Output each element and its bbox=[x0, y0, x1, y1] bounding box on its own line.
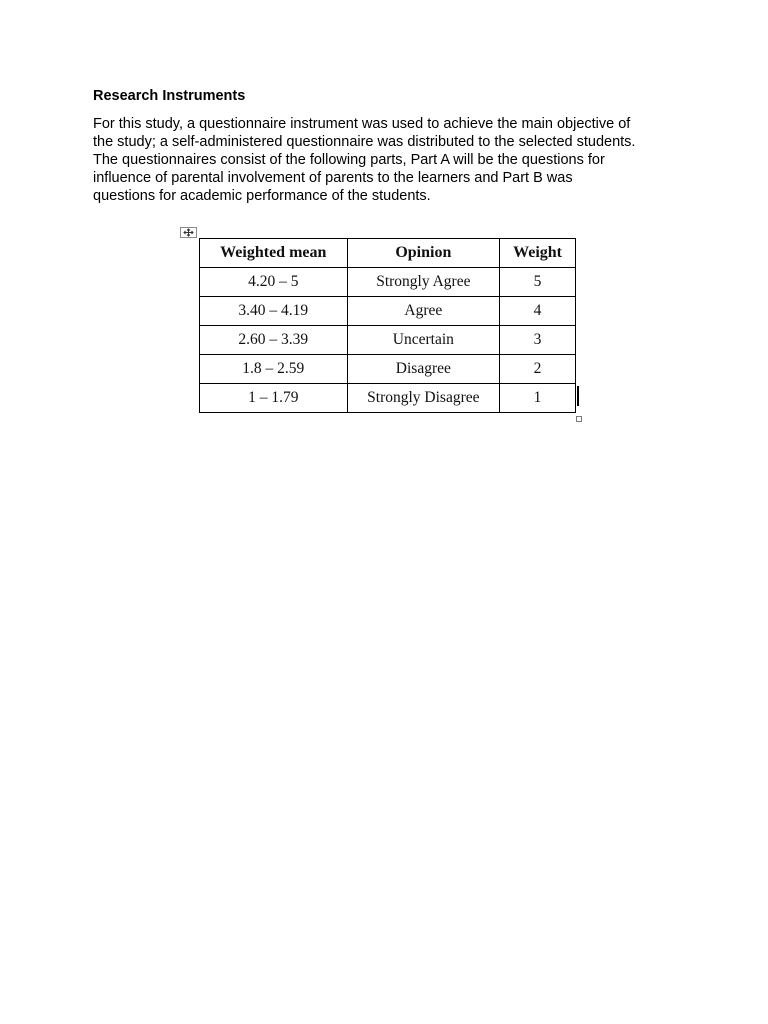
paragraph-line: the study; a self-administered questionnaire was distributed to the selected students. bbox=[93, 134, 636, 150]
opinion-cell: Uncertain bbox=[347, 326, 500, 355]
resize-handle-icon[interactable] bbox=[576, 416, 582, 422]
paragraph-line: influence of parental involvement of parents to the learners and Part B was bbox=[93, 170, 573, 186]
weight-cell: 1 bbox=[500, 384, 576, 413]
table-move-handle[interactable] bbox=[180, 227, 197, 238]
table-row bbox=[200, 268, 576, 297]
weight-cell: 3 bbox=[500, 326, 576, 355]
section-heading: Research Instruments bbox=[93, 88, 246, 104]
paragraph-line: The questionnaires consist of the following parts, Part A will be the questions for bbox=[93, 152, 605, 168]
opinion-cell: Strongly Disagree bbox=[347, 384, 500, 413]
body-paragraph bbox=[93, 115, 683, 205]
weighted-mean-cell: 1 – 1.79 bbox=[200, 384, 348, 413]
table-row bbox=[200, 355, 576, 384]
table-row bbox=[200, 326, 576, 355]
weight-cell: 5 bbox=[500, 268, 576, 297]
paragraph-line: For this study, a questionnaire instrument was used to achieve the main objective of bbox=[93, 116, 631, 132]
likert-scale-table bbox=[199, 238, 576, 413]
header-weighted-mean: Weighted mean bbox=[200, 239, 348, 268]
weighted-mean-cell: 3.40 – 4.19 bbox=[200, 297, 348, 326]
header-weight: Weight bbox=[500, 239, 576, 268]
table-header-row bbox=[200, 239, 576, 268]
weight-cell: 2 bbox=[500, 355, 576, 384]
weighted-mean-cell: 4.20 – 5 bbox=[200, 268, 348, 297]
opinion-cell: Disagree bbox=[347, 355, 500, 384]
weighted-mean-cell: 1.8 – 2.59 bbox=[200, 355, 348, 384]
move-arrows-icon bbox=[181, 228, 196, 237]
opinion-cell: Agree bbox=[347, 297, 500, 326]
weighted-mean-cell: 2.60 – 3.39 bbox=[200, 326, 348, 355]
table-row bbox=[200, 384, 576, 413]
weight-cell: 4 bbox=[500, 297, 576, 326]
opinion-cell: Strongly Agree bbox=[347, 268, 500, 297]
header-opinion: Opinion bbox=[347, 239, 500, 268]
text-cursor bbox=[577, 386, 579, 406]
table-row bbox=[200, 297, 576, 326]
paragraph-line: questions for academic performance of the students. bbox=[93, 188, 431, 204]
